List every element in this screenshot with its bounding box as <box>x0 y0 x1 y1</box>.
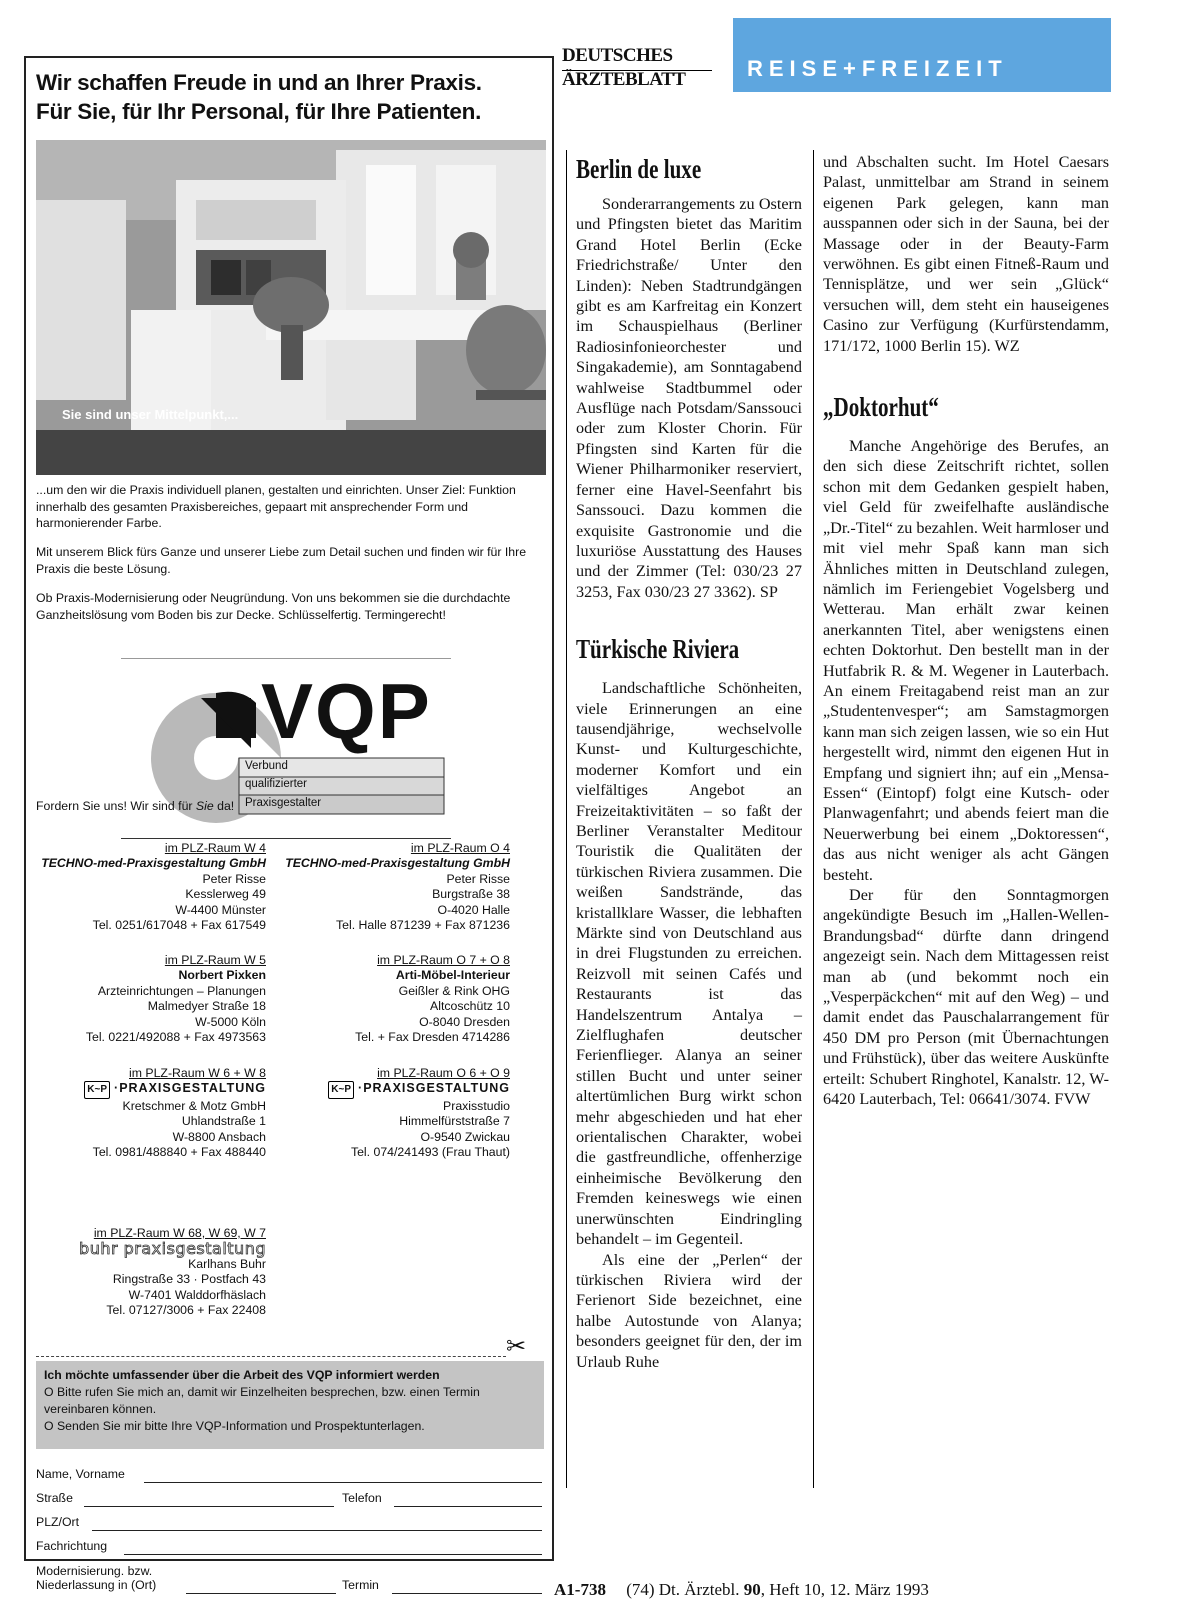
form-label-phone: Telefon <box>342 1491 382 1505</box>
address-line: W-7401 Walddorfhäslach <box>128 1287 266 1302</box>
ad-headline-line-1: Wir schaffen Freude in und an Ihrer Praxis. <box>36 70 482 95</box>
article-text-doktorhut-2: Der für den Sonntagmorgen angekündigte Besuch im „Hallen-Wellen-Brandungsbad“ dürfte dann dringend angezeigt sein. Nach dem Mittagessen reist man ab (und bekommt noch ein „Vesperpäckchen“ mit auf den Weg) – und damit endet das Pauschalarrangement für 450 DM pro Person (mit Übernachtungen und Frühstück), über das weitere Auskünfte erteilt: Schubert Ringhotel, Kanalstr. 12, W-6420 Lauterbach, Tel: 06641/3074. FVW <box>823 886 1109 1109</box>
section-title: REISE+FREIZEIT <box>747 56 1008 81</box>
address-w68-w7 <box>26 1226 266 1318</box>
article-title-doktorhut: „Doktorhut“ <box>823 392 939 423</box>
article-text-doktorhut-1: Manche Angehörige des Berufes, an den sich diese Zeitschrift richtet, sollen schon mit dem Gedanken gespielt haben, viel Geld für zweifelhafte ausländische „Dr.-Titel“ zu bezahlen. Weit harmloser und mit viel mehr Spaß kann man sich Ähnliches mitten in Deutschland zulegen, nämlich im Feriengebiet Vogelsberg und Wetterau. Man erhält zwar keinen anerkannten Titel, aber wenigstens einen echten Doktorhut. Den bestellt man in der Hutfabrik R. & M. Wegener in Lauterbach. An einem Freitagabend reist man an zur „Studentenvesper“; am Samstagmorgen kann man sich zeigen lassen, wie so ein Hut hergestellt wird, nimmt den eigenen Hut in Empfang und signiert ihn; auf ein „Mensa-Essen“ (Eintopf) folgt eine Kutsch- oder Planwagenfahrt; und abends feiert man die Neuerwerbung bei einem „Doktoressen“, das aus nicht weniger als acht Gängen besteht. <box>823 437 1109 884</box>
address-w6-w8 <box>26 1066 266 1160</box>
kmp-logo-mark: K~P <box>328 1081 354 1098</box>
article-title-tuerkei: Türkische Riviera <box>576 634 740 665</box>
address-line: O-4020 Halle <box>437 902 510 917</box>
vqp-logo-line-3: Praxisgestalter <box>245 797 322 809</box>
address-firm: ·PRAXISGESTALTUNG <box>358 1081 510 1096</box>
address-line: W-5000 Köln <box>195 1014 266 1029</box>
address-line: Burgstraße 38 <box>432 887 510 902</box>
logo-underline <box>121 838 451 839</box>
coupon-box[interactable] <box>36 1361 544 1449</box>
address-line: Geißler & Rink OHG <box>398 983 510 998</box>
address-line: Uhlandstraße 1 <box>181 1114 266 1129</box>
address-firm: TECHNO-med-Praxisgestaltung GmbH <box>285 856 510 871</box>
article-column-1 <box>576 152 802 1372</box>
vqp-logo-line-2: qualifizierter <box>245 778 307 790</box>
call-to-action-emph: Sie <box>195 799 214 813</box>
footer-page-number: A1-738 <box>554 1580 606 1599</box>
address-line: Kesslerweg 49 <box>185 887 266 902</box>
address-line: W-8800 Ansbach <box>172 1129 266 1144</box>
address-line: Tel. 0251/617048 + Fax 617549 <box>92 918 266 933</box>
ad-intro-paragraph-2: Mit unserem Blick fürs Ganze und unserer Liebe zum Detail suchen und finden wir für Ihre Praxis die beste Lösung. <box>36 545 527 576</box>
address-o7-o8 <box>270 953 510 1045</box>
address-firm: TECHNO-med-Praxisgestaltung GmbH <box>41 856 266 871</box>
column-rule-1 <box>566 150 567 1488</box>
article-column-2 <box>823 152 1109 1109</box>
column-rule-2 <box>813 150 814 1488</box>
form-label-name: Name, Vorname <box>36 1467 125 1481</box>
form-label-zip-city: PLZ/Ort <box>36 1515 80 1529</box>
address-line: Peter Risse <box>202 871 266 886</box>
ad-headline <box>36 68 546 126</box>
address-w5 <box>26 953 266 1045</box>
masthead-line-1: DEUTSCHES <box>562 45 673 66</box>
address-line: Ringstraße 33 · Postfach 43 <box>112 1272 266 1287</box>
address-line: O-9540 Zwickau <box>420 1129 510 1144</box>
call-to-action <box>36 798 546 815</box>
office-photo <box>36 140 546 475</box>
form-field-location[interactable] <box>186 1593 336 1594</box>
address-line: O-8040 Dresden <box>419 1014 510 1029</box>
vqp-logo-line-1: Verbund <box>245 760 288 772</box>
footer-issue-suffix: , Heft 10, 12. März 1993 <box>760 1580 929 1599</box>
masthead-line-2: ÄRZTEBLATT <box>562 69 686 90</box>
address-line: Karlhans Buhr <box>188 1256 266 1271</box>
ad-intro-paragraph-3: Ob Praxis-Modernisierung oder Neugründung. Von uns bekommen sie die durchdachte Ganzheitslösung vom Boden bis zur Decke. Schlüsselfertig. Termingerecht! <box>36 591 511 622</box>
call-to-action-suffix: da! <box>213 799 235 813</box>
address-region: im PLZ-Raum O 7 + O 8 <box>377 953 510 967</box>
address-w4 <box>26 841 266 933</box>
vqp-advertisement <box>24 56 554 1592</box>
article-text-tuerkei-3: und Abschalten sucht. Im Hotel Caesars Palast, unmittelbar am Strand in seinem eigenen Park gelegen, kann man ausspannen oder sich in der Sauna, bei der Massage oder in der Beauty-Farm verwöhnen. Es gibt einen Fitneß-Raum und Tennisplätze, und wer sein „Glück“ versuchen will, dem steht ein hauseigenes Casino zur Verfügung (Kurfürstendamm, 171/172, 1000 Berlin 15). WZ <box>823 153 1109 355</box>
address-line: Tel. 0221/492088 + Fax 4973563 <box>85 1030 266 1045</box>
coupon-title: Ich möchte umfassender über die Arbeit des VQP informiert werden <box>44 1368 440 1382</box>
address-line: Praxisstudio <box>443 1098 510 1113</box>
address-line: W-4400 Münster <box>175 902 266 917</box>
form-label-street: Straße <box>36 1491 73 1505</box>
form-field-date[interactable] <box>392 1593 542 1594</box>
form-field-phone[interactable] <box>394 1506 542 1507</box>
kmp-logo-mark: K~P <box>84 1081 110 1098</box>
address-region: im PLZ-Raum W 5 <box>164 953 266 967</box>
address-line: Tel. 07127/3006 + Fax 22408 <box>106 1303 266 1318</box>
call-to-action-prefix: Fordern Sie uns! Wir sind für <box>36 799 196 813</box>
form-label-modernization-1: Modernisierung. bzw. <box>36 1564 153 1578</box>
address-firm: buhr praxisgestaltung <box>79 1239 266 1259</box>
form-label-specialty: Fachrichtung <box>36 1539 108 1553</box>
form-field-name[interactable] <box>144 1482 542 1483</box>
address-line: Tel. Halle 871239 + Fax 871236 <box>336 918 510 933</box>
office-photo-illustration <box>36 140 546 475</box>
address-line: Arzteinrichtungen – Planungen <box>97 983 266 998</box>
footer-issue-prefix: (74) Dt. Ärztebl. <box>626 1580 740 1599</box>
vqp-wordmark: VQP <box>261 667 432 755</box>
address-region: im PLZ-Raum O 6 + O 9 <box>377 1066 510 1080</box>
coupon-option-call[interactable]: O Bitte rufen Sie mich an, damit wir Einzelheiten besprechen, bzw. einen Termin vereinbaren können. <box>44 1385 480 1416</box>
kmp-logo <box>270 1081 510 1098</box>
address-firm: Norbert Pixken <box>178 968 266 983</box>
footer-volume: 90 <box>743 1580 761 1599</box>
address-region: im PLZ-Raum W 6 + W 8 <box>129 1066 266 1080</box>
address-line: Peter Risse <box>446 871 510 886</box>
form-field-street[interactable] <box>84 1506 334 1507</box>
coupon-option-send[interactable]: O Senden Sie mir bitte Ihre VQP-Information und Prospektunterlagen. <box>44 1419 425 1433</box>
address-region: im PLZ-Raum W 68, W 69, W 7 <box>93 1226 266 1240</box>
form-label-date: Termin <box>342 1578 379 1592</box>
address-firm: Arti-Möbel-Interieur <box>395 968 510 983</box>
article-text-berlin: Sonderarrangements zu Ostern und Pfingsten bietet das Maritim Grand Hotel Berlin (Ecke Friedrichstraße/ Unter den Linden): Neben Stadtrundgängen gibt es am Karfreitag ein Konzert im Schauspielhaus (Berliner Radiosinfonieorchester und Singakademie), am Sonntagabend wahlweise Stadtbummel oder Ausflüge nach Potsdam/Sanssouci oder zum Kloster Chorin. Für Pfingsten sind Karten für die Wiener Philharmoniker reserviert, ferner eine Havel-Seenfahrt bis Sanssouci. Dazu kommen die exquisite Gastronomie und die luxuriöse Ausstattung des Hauses und der Zimmer (Tel: 030/23 27 3253, Fax 030/23 27 3362). SP <box>576 195 802 601</box>
scissors-icon: ✂ <box>506 1334 527 1360</box>
address-region: im PLZ-Raum W 4 <box>164 841 266 855</box>
address-line: Tel. 074/241493 (Frau Thaut) <box>350 1145 510 1160</box>
form-label-modernization-2: Niederlassung in (Ort) <box>36 1578 157 1592</box>
form-field-zip-city[interactable] <box>92 1530 542 1531</box>
address-line: Malmedyer Straße 18 <box>147 999 266 1014</box>
kmp-logo <box>26 1081 266 1098</box>
address-firm: ·PRAXISGESTALTUNG <box>114 1081 266 1096</box>
address-line: Himmelfürststraße 7 <box>399 1114 510 1129</box>
article-title-berlin: Berlin de luxe <box>576 154 702 184</box>
form-field-specialty[interactable] <box>124 1554 542 1555</box>
photo-caption: Sie sind unser Mittelpunkt,... <box>62 407 239 422</box>
address-line: Tel. 0981/488840 + Fax 488440 <box>92 1145 266 1160</box>
ad-intro-paragraph-1: ...um den wir die Praxis individuell planen, gestalten und einrichten. Unser Ziel: Funktion innerhalb des gesamten Praxisbereiches, gepaart mit ansprechender Form und harmonierender Farbe. <box>36 483 516 530</box>
address-line: Tel. + Fax Dresden 4714286 <box>355 1030 510 1045</box>
article-text-tuerkei-1: Landschaftliche Schönheiten, viele Erinnerungen an eine tausendjährige, wechselvolle Kunst- und Kulturgeschichte, moderner Komfort und ein vielfältiges Angebot an Freizeitaktivitäten – so faßt der Berliner Veranstalter Meditour Touristik die Qualitäten der türkischen Riviera zusammen. Die weißen Sandstrände, das kristallklare Wasser, die lebhaften Märkte sind von Deutschland aus in drei Flugstunden zu erreichen. Reizvoll mit seinen Cafés und Restaurants ist das Handelszentrum Antalya – Zielflughafen deutscher Ferienflieger. Alanya an seiner stillen Bucht und unter seiner altertümlichen Burg wirkt schon mehr abgeschieden und hat eher orientalischen Charakter, wobei die gastfreundliche, offenherzige einheimische Bevölkerung den Fremden keineswegs wie einen unerwünschten Eindringling behandelt – im Gegenteil. <box>576 679 802 1249</box>
address-o4 <box>270 841 510 933</box>
cut-line <box>36 1356 506 1357</box>
address-line: Kretschmer & Motz GmbH <box>122 1098 266 1113</box>
address-o6-o9 <box>270 1066 510 1160</box>
ad-headline-line-2: Für Sie, für Ihr Personal, für Ihre Patienten. <box>36 99 482 124</box>
section-banner <box>733 18 1111 92</box>
address-region: im PLZ-Raum O 4 <box>410 841 510 855</box>
address-line: Altcoschütz 10 <box>430 999 510 1014</box>
page-footer <box>554 1580 929 1600</box>
article-text-tuerkei-2: Als eine der „Perlen“ der türkischen Riviera wird der Ferienort Side bezeichnet, eine halbe Autostunde von Alanya; besonders geeignet für den, der im Urlaub Ruhe <box>576 1250 802 1371</box>
